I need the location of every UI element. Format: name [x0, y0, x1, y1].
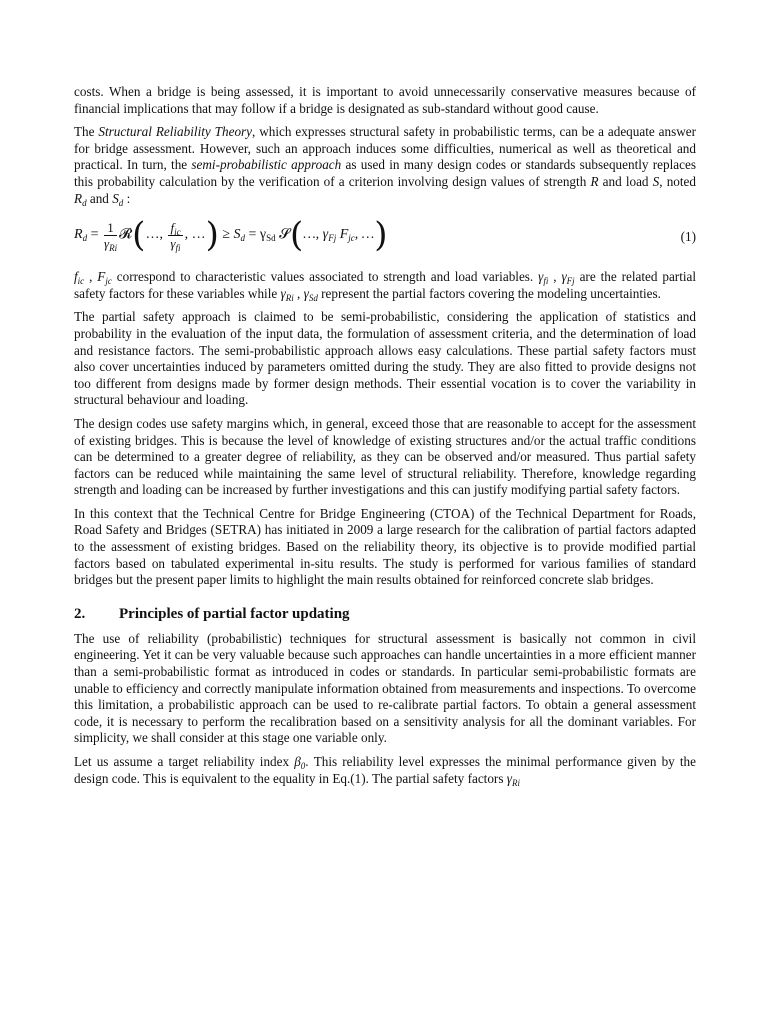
- symbol-Rd: $R_d$: [74, 190, 87, 208]
- eq-frac-f-over-gamma: $\frac{f_{ic}}{\gamma_{fi}}$: [170, 219, 181, 253]
- eq-lhs: $R_d$: [74, 227, 88, 244]
- eq-cal-R: 𝓡: [119, 227, 133, 243]
- symbol-S: S: [652, 173, 660, 189]
- text-run: and: [86, 190, 113, 206]
- symbol-beta0: $\beta_0$: [294, 754, 306, 771]
- paragraph-semi-probabilistic: The partial safety approach is claimed to be semi-probabilistic, considering the application of statistics and probability in the evaluation of the input data, the formulation of assessment criteria, and the determination of load and resistance factors. The semi-probabilistic approach allows easy calculations. These partial safety factors must also cover uncertainties induced by parameters omitted during the study. They are also fitted to provide designs not too different from designs made by former design methods. Their essential vocation is to cover the variability in structural behaviour and loading.: [74, 309, 696, 408]
- section-heading: [74, 605, 696, 623]
- eq-Sd: $S_d$: [233, 227, 246, 244]
- text-run: represent the partial factors covering the modeling uncertainties.: [317, 285, 661, 301]
- eq-paren-close: ): [205, 215, 219, 256]
- text-run: Let us assume a target reliability index: [74, 754, 295, 769]
- eq-args: , …: [184, 227, 206, 243]
- eq-load-args: …, $\gamma_{Fj}$ $F_{jc}$, …: [303, 227, 375, 244]
- eq-frac-one-over-gamma: $\frac{1}{\gamma_{Ri}}$: [103, 219, 118, 253]
- text-run: ,: [293, 285, 304, 301]
- symbol-gamma-fi: $\gamma_{fi}$: [538, 269, 549, 287]
- text-run: correspond to characteristic values associated to strength and load variables.: [111, 269, 539, 285]
- text-run: ,: [548, 269, 562, 285]
- paragraph-reliability-techniques: The use of reliability (probabilistic) techniques for structural assessment is basically not common in civil engineering. Yet it can be very valuable because such approaches can handle uncertainties in a more efficient manner than a semi-probabilistic format as introduced in codes or standards. In particular semi-probabilistic formats are unable to efficiency and correctly manipulate information obtained from measurements and inspections. To overcome this limitation, a probabilistic approach can be used to re-calibrate partial factors. To obtain a general assessment code, it is necessary to perform the recalibration based on a sensitivity analysis for all the dominant variables. For simplicity, we shall consider at this stage one variable only.: [74, 630, 696, 746]
- symbol-gamma-Ri: $\gamma_{Ri}$: [280, 285, 294, 303]
- section-title: Principles of partial factor updating: [119, 605, 350, 622]
- equation-1: [74, 215, 696, 265]
- text-column: [74, 84, 696, 794]
- equation-number: (1): [680, 229, 696, 245]
- section-number: 2.: [74, 605, 86, 622]
- eq-gamma-S: = $\gamma_{Sd}$: [245, 227, 276, 244]
- eq-geq: ≥: [218, 227, 234, 243]
- text-run: as used in many design codes or standards subsequently replaces this probability calculation by the verification of a criterion involving design values of strength: [74, 157, 696, 189]
- paragraph-design-codes: The design codes use safety margins which, in general, exceed those that are reasonable to accept for the assessment of existing bridges. This is because the level of knowledge of existing structures and/or the actual traffic conditions can be determined to a greater degree of reliability, as they can be observed and/or measured. Thus partial safety factors can be reduced while maintaining the same level of structural reliability. Therefore, knowledge regarding strength and loading can be increased by further investigations and this can justify modifying partial safety factors.: [74, 415, 696, 498]
- symbol-gamma-Sd: $\gamma_{Sd}$: [303, 285, 318, 303]
- term-semi-probabilistic-approach: semi-probabilistic approach: [191, 157, 342, 173]
- symbol-fic: $f_{ic}$: [74, 269, 85, 287]
- text-run: . This reliability level expresses the minimal performance given by the design code. This is equivalent to the equality in Eq.(1). The partial safety factors: [74, 754, 696, 786]
- symbol-gamma-Fj: $\gamma_{Fj}$: [561, 269, 575, 287]
- text-run: ,: [84, 269, 98, 285]
- text-run: , which expresses structural safety in probabilistic terms, can be a adequate answer for bridge assessment. However, such an approach induces some difficulties, numerical as well as theoretical and practical. In turn, the: [74, 124, 696, 173]
- symbol-gamma-Ri: $\gamma_{Ri}$: [506, 770, 520, 788]
- text-run: are the related partial safety factors for these variables while: [74, 269, 697, 301]
- symbol-R: R: [590, 173, 599, 189]
- eq-paren-open: (: [132, 215, 146, 256]
- eq-args: …,: [145, 227, 167, 243]
- eq-equals: =: [87, 227, 102, 243]
- eq-paren-open: (: [289, 215, 304, 256]
- paragraph-context: In this context that the Technical Centre for Bridge Engineering (CTOA) of the Technical Department for Roads, Road Safety and Bridges (SETRA) has initiated in 2009 a large research for the calibration of partial factors adapted to the assessment of existing bridges. Based on the reliability theory, its objective is to provide modified partial factors based on tabulated experimental in-situ results. The study is performed for various families of standard bridges but the present paper limits to highlight the main results obtained for reinforced concrete slab bridges.: [74, 505, 696, 588]
- text-run: and load: [598, 173, 653, 189]
- equation-body: [74, 215, 387, 265]
- paragraph-characteristic-values: [74, 269, 696, 302]
- term-structural-reliability-theory: Structural Reliability Theory: [98, 124, 253, 140]
- eq-cal-S: 𝓢: [275, 227, 290, 243]
- eq-paren-close: ): [374, 215, 388, 256]
- paragraph-costs: costs. When a bridge is being assessed, it is important to avoid unnecessarily conservative measures because of financial implications that may follow if a bridge is designated as sub-standard without good cause.: [74, 84, 696, 116]
- text-run: :: [123, 190, 131, 206]
- symbol-Sd: $S_d$: [112, 190, 124, 208]
- paragraph-target-reliability: [74, 754, 696, 787]
- paragraph-structural-reliability: [74, 124, 696, 207]
- symbol-Fjc: $F_{jc}$: [97, 269, 112, 287]
- text-run: The: [74, 124, 99, 140]
- text-run: , noted: [659, 173, 696, 189]
